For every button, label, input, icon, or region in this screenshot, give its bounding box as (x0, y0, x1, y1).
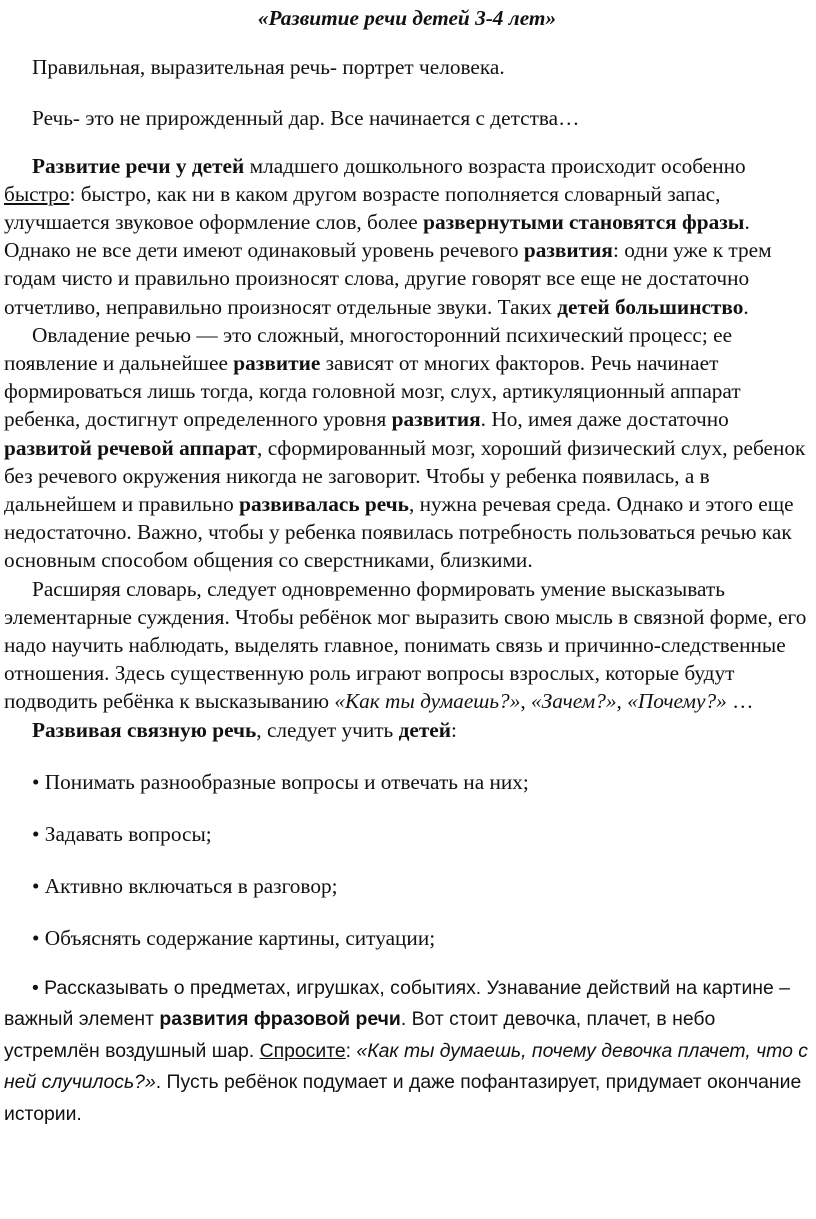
bold-phrase: развивалась речь (239, 492, 409, 517)
bullet-item: • Активно включаться в разговор; (32, 874, 338, 899)
bold-phrase: Развивая связную речь (32, 717, 257, 742)
underlined-word: Спросите (259, 1039, 346, 1062)
paragraph-mastery: Овладение речью — это сложный, многосторонний психический процесс; ее появление и дальнейшее развитие зависят от многих факторов. Речь начинает формироваться лишь тогда, когда головной мозг, слух, артикуляционный аппарат ребенка, достигнут определенного уровня развития. Но, имея даже достаточно развитой речевой аппарат, сформированный мозг, хороший физический слух, ребенок без речевого окружения никогда не заговорит. Чтобы у ребенка появилась, а в дальнейшем и правильно развивалась речь, нужна речевая среда. Однако и этого еще недостаточно. Важно, чтобы у ребенка появилась потребность пользоваться речью как основным способом общения со сверстниками, близкими. (4, 322, 806, 573)
bold-phrase: развитие (233, 351, 321, 376)
bullet-item: • Задавать вопросы; (32, 822, 212, 847)
bold-phrase: развития (391, 407, 481, 432)
bold-phrase: развития фразовой речи (159, 1008, 401, 1031)
bold-phrase: детей большинство (557, 294, 744, 319)
paragraph-portrait: Правильная, выразительная речь- портрет человека. (32, 55, 505, 80)
italic-question: «Почему?» (627, 689, 727, 714)
bold-phrase: Развитие речи у детей (32, 153, 245, 178)
bullet-item: • Объяснять содержание картины, ситуации; (32, 926, 436, 951)
paragraph-vocabulary: Расширяя словарь, следует одновременно формировать умение высказывать элементарные суждения. Чтобы ребёнок мог выразить свою мысль в связной форме, его надо научить наблюдать, выделять главное, понимать связь и причинно-следственные отношения. Здесь существенную роль играют вопросы взрослых, которые будут подводить ребёнка к высказыванию «Как ты думаешь?», «Зачем?», «Почему?» … (4, 576, 807, 714)
italic-question: «Зачем?» (531, 689, 617, 714)
bold-phrase: развитой речевой аппарат (4, 435, 258, 460)
bold-phrase: развития (523, 238, 613, 263)
bullet-item-storytelling: • Рассказывать о предметах, игрушках, событиях. Узнавание действий на картине – важный элемент развития фразовой речи. Вот стоит девочка, плачет, в небо устремлён воздушный шар. Спросите: «Как ты думаешь, почему девочка плачет, что с ней случилось?». Пусть ребёнок подумает и даже пофантазирует, придумает окончание истории. (4, 976, 808, 1125)
document-title: «Развитие речи детей 3-4 лет» (257, 6, 557, 30)
italic-question: «Как ты думаешь, почему девочка плачет, что с ней случилось?» (4, 1039, 808, 1094)
bullet-item: • Понимать разнообразные вопросы и отвечать на них; (32, 769, 529, 794)
paragraph-gift: Речь- это не прирожденный дар. Все начинается с детства… (32, 106, 580, 131)
italic-question: «Как ты думаешь?» (334, 689, 521, 714)
bold-phrase: детей (398, 717, 452, 742)
paragraph-development: Развитие речи у детей младшего дошкольного возраста происходит особенно быстро: быстро, как ни в каком другом возрасте пополняется словарный запас, улучшается звуковое оформление слов, более развернутыми становятся фразы. Однако не все дети имеют одинаковый уровень речевого развития: одни уже к трем годам чисто и правильно произносят слова, другие говорят все еще не достаточно отчетливо, неправильно произносят отдельные звуки. Таких детей большинство. (4, 153, 772, 319)
underlined-word: быстро (4, 181, 70, 206)
bold-phrase: развернутыми становятся фразы (423, 210, 745, 235)
paragraph-connected-speech: Развивая связную речь, следует учить детей: (32, 717, 457, 742)
